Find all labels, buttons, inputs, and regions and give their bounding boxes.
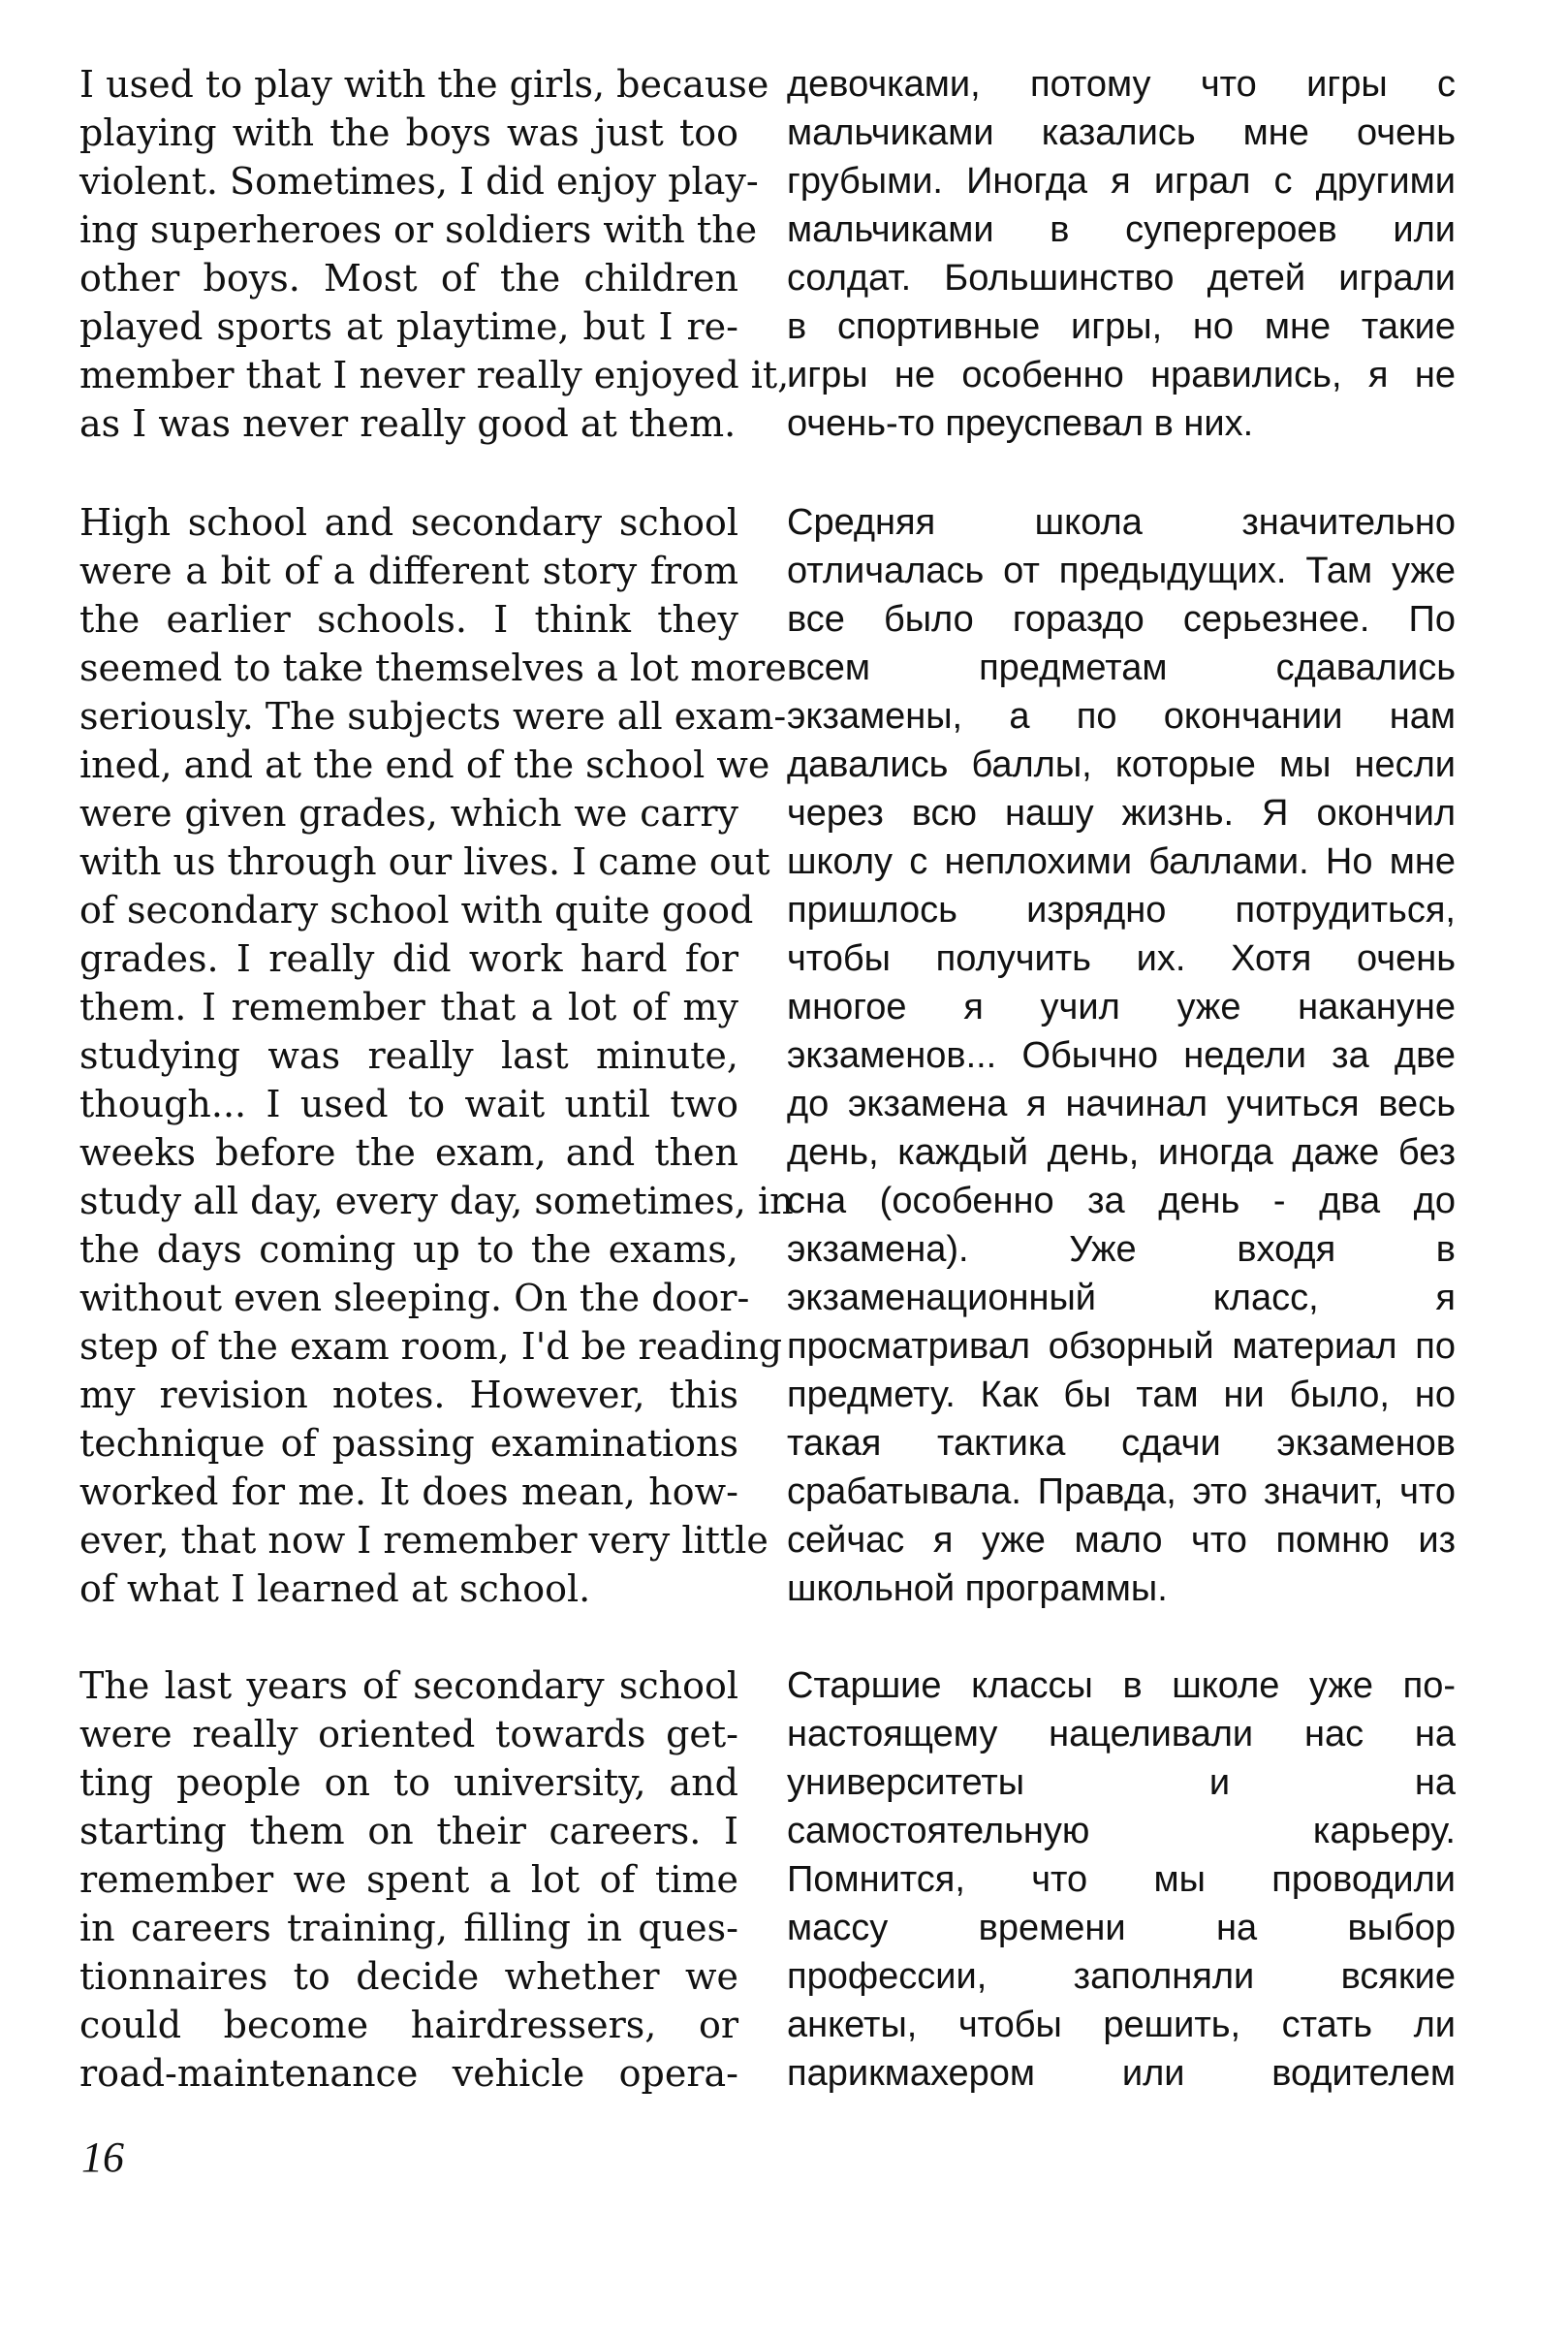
text-line: violent. Sometimes, I did enjoy play-: [79, 160, 759, 203]
text-line: them. I remember that a lot of my: [79, 986, 738, 1028]
text-line: were a bit of a different story from: [79, 550, 738, 592]
text-line: сейчас я уже мало что помню из: [787, 1520, 1456, 1561]
text-line: played sports at playtime, but I re-: [79, 305, 738, 348]
text-line: were really oriented towards get-: [79, 1713, 738, 1755]
text-line: playing with the boys was just too: [79, 111, 738, 154]
text-line: I used to play with the girls, because: [79, 63, 769, 106]
text-line: ing superheroes or soldiers with the: [79, 208, 758, 251]
text-line: мальчиками казались мне очень: [787, 112, 1456, 153]
text-line: самостоятельную карьеру.: [787, 1811, 1456, 1851]
text-line: многое я учил уже накануне: [787, 987, 1456, 1027]
text-line: Средняя школа значительно: [787, 502, 1456, 543]
text-line: High school and secondary school: [79, 501, 738, 544]
text-line: день, каждый день, иногда даже без: [787, 1132, 1456, 1173]
text-line: of secondary school with quite good: [79, 889, 754, 932]
paragraph-gap: [787, 448, 1456, 498]
text-line: срабатывала. Правда, это значит, что: [787, 1471, 1456, 1512]
text-line: очень-то преуспевал в них.: [787, 403, 1254, 444]
text-line: игры не особенно нравились, я не: [787, 355, 1456, 395]
russian-column: [787, 60, 1456, 2098]
text-line: грубыми. Иногда я играл с другими: [787, 161, 1456, 202]
text-line: экзаменов... Обычно недели за две: [787, 1035, 1456, 1076]
text-line: studying was really last minute,: [79, 1034, 738, 1077]
text-line: could become hairdressers, or: [79, 2004, 738, 2046]
text-line: просматривал обзорный материал по: [787, 1326, 1456, 1367]
text-line: in careers training, filling in ques-: [79, 1907, 738, 1949]
text-line: Старшие классы в школе уже по-: [787, 1665, 1456, 1706]
text-line: my revision notes. However, this: [79, 1374, 738, 1416]
text-line: давались баллы, которые мы несли: [787, 744, 1456, 785]
russian-paragraph-2: [787, 498, 1456, 1613]
text-line: экзамена). Уже входя в: [787, 1229, 1456, 1270]
text-line: массу времени на выбор: [787, 1908, 1456, 1948]
text-line: все было гораздо серьезнее. По: [787, 599, 1456, 640]
text-line: Помнится, что мы проводили: [787, 1859, 1456, 1900]
text-line: without even sleeping. On the door-: [79, 1277, 750, 1319]
text-line: seemed to take themselves a lot more: [79, 647, 787, 689]
text-line: сна (особенно за день - два до: [787, 1181, 1456, 1221]
text-line: remember we spent a lot of time: [79, 1858, 738, 1901]
text-line: профессии, заполняли всякие: [787, 1956, 1456, 1997]
text-line: tionnaires to decide whether we: [79, 1955, 738, 1998]
text-line: starting them on their careers. I: [79, 1810, 738, 1852]
text-line: technique of passing examinations: [79, 1422, 738, 1465]
text-line: the earlier schools. I think they: [79, 598, 738, 641]
text-line: через всю нашу жизнь. Я окончил: [787, 793, 1456, 834]
text-line: чтобы получить их. Хотя очень: [787, 938, 1456, 979]
text-line: в спортивные игры, но мне такие: [787, 306, 1456, 347]
text-line: ting people on to university, and: [79, 1761, 738, 1804]
text-line: with us through our lives. I came out: [79, 840, 770, 883]
english-paragraph-1: [79, 60, 790, 448]
text-line: всем предметам сдавались: [787, 648, 1456, 688]
paragraph-gap: [787, 1613, 1456, 1661]
text-line: seriously. The subjects were all exam-: [79, 695, 787, 738]
text-line: The last years of secondary school: [79, 1664, 738, 1707]
text-line: weeks before the exam, and then: [79, 1131, 738, 1174]
english-column: [79, 60, 794, 2098]
text-line: предмету. Как бы там ни было, но: [787, 1375, 1456, 1415]
text-line: were given grades, which we carry: [79, 792, 738, 835]
text-line: мальчиками в супергероев или: [787, 209, 1456, 250]
text-line: школу с неплохими баллами. Но мне: [787, 841, 1456, 882]
text-line: настоящему нацеливали нас на: [787, 1714, 1456, 1754]
text-line: other boys. Most of the children: [79, 257, 738, 300]
text-line: отличалась от предыдущих. Там уже: [787, 551, 1456, 591]
english-paragraph-3: [79, 1661, 738, 2098]
text-line: though... I used to wait until two: [79, 1083, 738, 1125]
text-line: такая тактика сдачи экзаменов: [787, 1423, 1456, 1464]
text-line: worked for me. It does mean, how-: [79, 1470, 738, 1513]
text-line: member that I never really enjoyed it,: [79, 354, 790, 396]
text-line: ined, and at the end of the school we: [79, 743, 770, 786]
text-line: парикмахером или водителем: [787, 2053, 1456, 2094]
text-line: анкеты, чтобы решить, стать ли: [787, 2005, 1456, 2045]
text-line: as I was never really good at them.: [79, 402, 737, 445]
text-line: of what I learned at school.: [79, 1567, 591, 1610]
text-line: до экзамена я начинал учиться весь: [787, 1084, 1456, 1124]
text-line: девочками, потому что игры с: [787, 64, 1456, 105]
text-line: grades. I really did work hard for: [79, 937, 738, 980]
text-line: the days coming up to the exams,: [79, 1228, 738, 1271]
page-number: 16: [81, 2134, 124, 2181]
paragraph-gap: [79, 1613, 738, 1661]
text-line: экзаменационный класс, я: [787, 1278, 1456, 1318]
text-line: study all day, every day, sometimes, in: [79, 1180, 794, 1222]
text-line: университеты и на: [787, 1762, 1456, 1803]
text-line: пришлось изрядно потрудиться,: [787, 890, 1456, 931]
text-line: step of the exam room, I'd be reading: [79, 1325, 783, 1368]
text-line: школьной программы.: [787, 1568, 1168, 1609]
text-line: ever, that now I remember very little: [79, 1519, 768, 1562]
text-line: road-maintenance vehicle opera-: [79, 2052, 738, 2095]
russian-paragraph-1: [787, 60, 1456, 448]
text-line: солдат. Большинство детей играли: [787, 258, 1456, 299]
russian-paragraph-3: [787, 1661, 1456, 2098]
paragraph-gap: [79, 448, 738, 498]
english-paragraph-2: [79, 498, 794, 1613]
text-line: экзамены, а по окончании нам: [787, 696, 1456, 737]
